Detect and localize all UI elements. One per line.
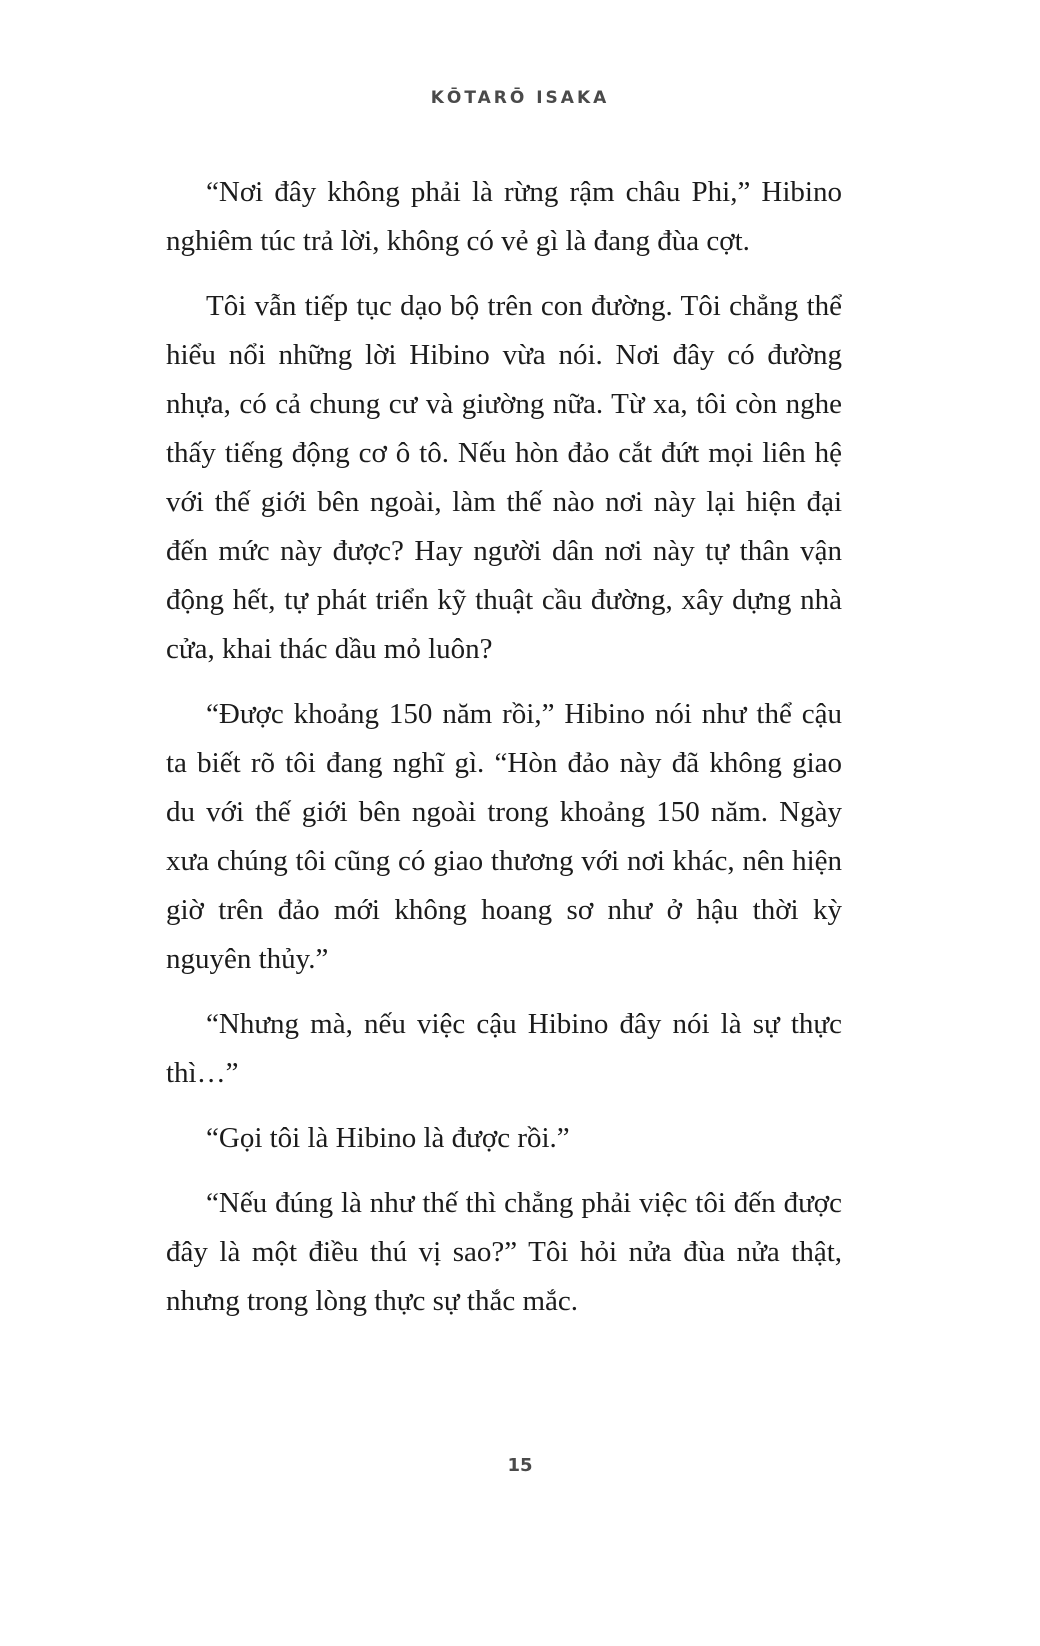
paragraph: “Nơi đây không phải là rừng rậm châu Phi,” Hibino nghiêm túc trả lời, không có vẻ gì là đang đùa cợt. xyxy=(166,176,842,257)
paragraph: “Được khoảng 150 năm rồi,” Hibino nói như thể cậu ta biết rõ tôi đang nghĩ gì. “Hòn đảo này đã không giao du với thế giới bên ngoài trong khoảng 150 năm. Ngày xưa chúng tôi cũng có giao thương với nơi khác, nên hiện giờ trên đảo mới không hoang sơ như ở hậu thời kỳ nguyên thủy.” xyxy=(166,698,842,975)
running-header-author: KŌTARŌ ISAKA xyxy=(430,88,610,108)
paragraph: “Nhưng mà, nếu việc cậu Hibino đây nói là sự thực thì…” xyxy=(166,1008,842,1089)
paragraph: Tôi vẫn tiếp tục dạo bộ trên con đường. Tôi chẳng thể hiểu nổi những lời Hibino vừa nói. Nơi đây có đường nhựa, có cả chung cư và giường nữa. Từ xa, tôi còn nghe thấy tiếng động cơ ô tô. Nếu hòn đảo cắt đứt mọi liên hệ với thế giới bên ngoài, làm thế nào nơi này lại hiện đại đến mức này được? Hay người dân nơi này tự thân vận động hết, tự phát triển kỹ thuật cầu đường, xây dựng nhà cửa, khai thác dầu mỏ luôn? xyxy=(166,290,842,665)
page-body xyxy=(166,168,842,1342)
paragraph: “Gọi tôi là Hibino là được rồi.” xyxy=(206,1122,570,1154)
page-number: 15 xyxy=(507,1455,533,1476)
paragraph: “Nếu đúng là như thế thì chẳng phải việc tôi đến được đây là một điều thú vị sao?” Tôi hỏi nửa đùa nửa thật, nhưng trong lòng thực sự thắc mắc. xyxy=(166,1187,842,1317)
